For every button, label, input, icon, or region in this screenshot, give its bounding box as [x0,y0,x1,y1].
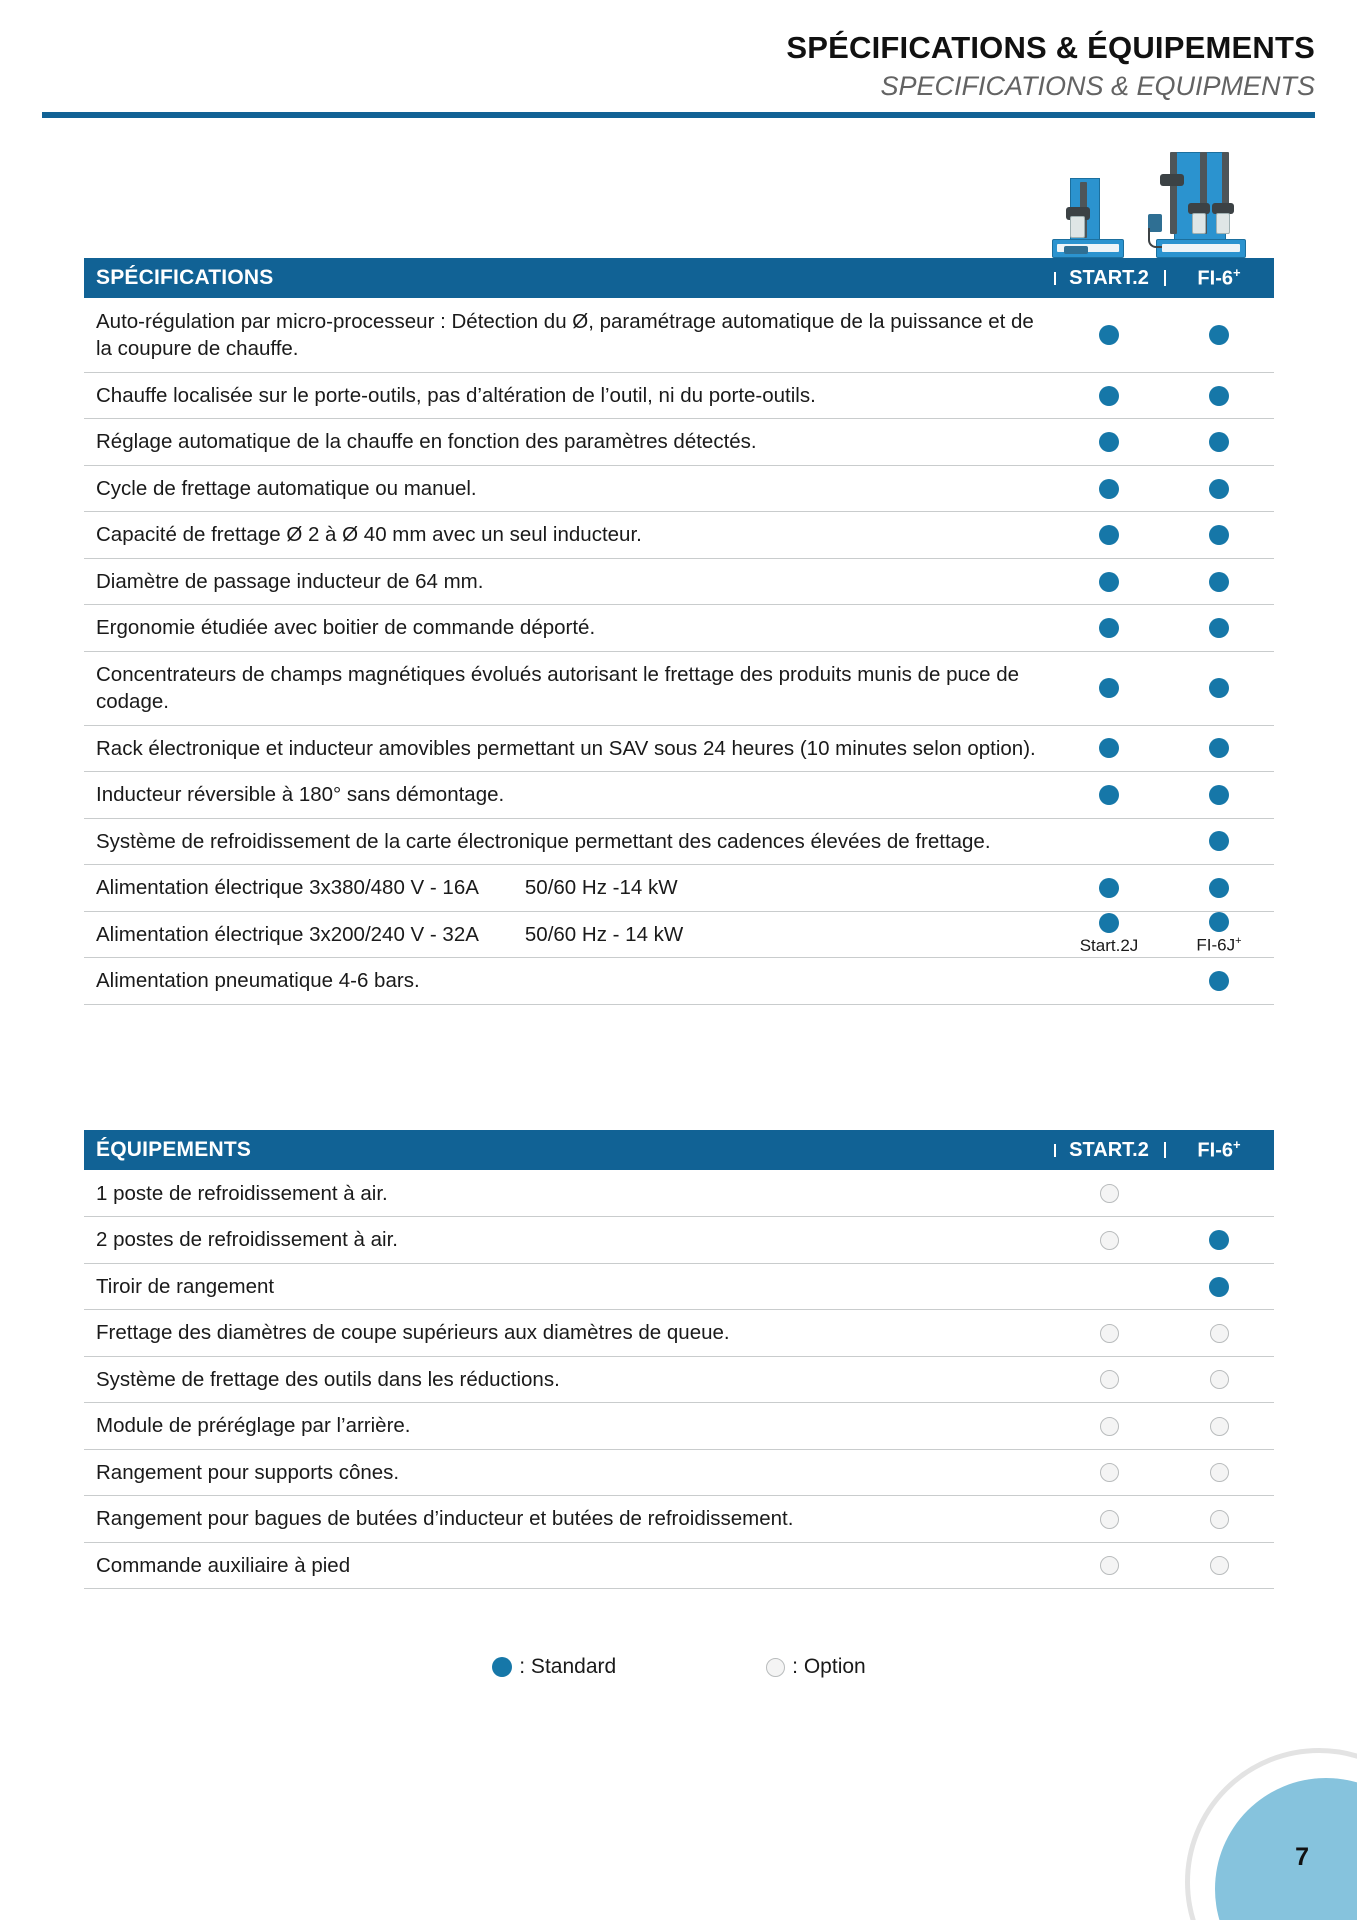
standard-dot-icon [1209,525,1229,545]
row-label [84,1496,1054,1541]
row-label [84,466,1054,511]
availability-cell [1054,1217,1164,1262]
legend [84,1655,1274,1679]
availability-cell [1164,1450,1274,1495]
table-row [84,958,1274,1004]
availability-cell [1164,1403,1274,1448]
row-label [84,1403,1054,1448]
specs-header-col-fi6-text: FI-6 [1197,267,1233,290]
row-label-text: 2 postes de refroidissement à air. [96,1228,398,1252]
table-row [84,419,1274,465]
table-row [84,865,1274,911]
availability-cell [1054,772,1164,817]
availability-cell [1164,1357,1274,1402]
specs-header-col-start2-text: START.2 [1069,266,1149,289]
equipment-header-label: ÉQUIPEMENTS [96,1138,252,1161]
row-label [84,772,1054,817]
availability-cell [1164,1543,1274,1588]
option-dot-icon [1100,1370,1119,1389]
page-number-corner [1177,1740,1357,1920]
row-label [84,1543,1054,1588]
standard-dot-icon [1209,572,1229,592]
row-label-text: Chauffe localisée sur le porte-outils, pas d’altération de l’outil, ni du porte-outils. [96,383,816,407]
availability-cell [1164,865,1274,910]
availability-cell [1164,652,1274,725]
option-dot-icon [1210,1370,1229,1389]
option-dot-icon [1210,1510,1229,1529]
standard-dot-icon [1209,785,1229,805]
availability-cell [1054,958,1164,1003]
row-label-text: Rack électronique et inducteur amovibles permettant un SAV sous 24 heures (10 minutes selon option). [96,736,1036,760]
row-label-text: Diamètre de passage inducteur de 64 mm. [96,569,484,593]
legend-standard [492,1655,616,1679]
availability-cell [1054,1357,1164,1402]
row-label [84,1450,1054,1495]
specs-header-col-fi6 [1164,265,1274,291]
header-divider-rule [42,112,1315,118]
standard-dot-icon [1099,525,1119,545]
option-dot-icon [1100,1184,1119,1203]
page-header [0,0,1357,118]
table-row [84,1264,1274,1310]
row-label [84,605,1054,650]
row-label [84,1217,1054,1262]
row-label-text: Capacité de frettage Ø 2 à Ø 40 mm avec un seul inducteur. [96,523,642,547]
row-label-text: Rangement pour bagues de butées d’inducteur et butées de refroidissement. [96,1507,794,1531]
option-dot-icon [1100,1231,1119,1250]
standard-dot-icon [1209,831,1229,851]
row-label-text: Alimentation pneumatique 4-6 bars. [96,969,420,993]
availability-cell [1164,1264,1274,1309]
page-title-fr: SPÉCIFICATIONS & ÉQUIPEMENTS [786,30,1315,65]
standard-dot-icon [1099,913,1119,933]
availability-cell [1164,512,1274,557]
availability-cell [1054,1450,1164,1495]
row-label-text: Réglage automatique de la chauffe en fonction des paramètres détectés. [96,430,757,454]
availability-cell [1164,772,1274,817]
option-dot-icon [1210,1556,1229,1575]
standard-dot-icon [1209,912,1229,932]
table-row [84,652,1274,726]
availability-variant-note: Start.2J [1079,935,1139,955]
specs-header-label: SPÉCIFICATIONS [96,266,274,289]
fi6-machine-photo [1144,146,1248,258]
page-title-en: SPECIFICATIONS & EQUIPMENTS [880,70,1315,101]
specs-table-header-row [84,258,1274,298]
table-row [84,512,1274,558]
availability-cell [1054,1310,1164,1355]
standard-dot-icon [1099,785,1119,805]
equipment-table-body [84,1170,1274,1589]
equipment-header-col-fi6-sup: + [1232,1137,1241,1153]
table-row [84,1310,1274,1356]
standard-dot-icon [1209,971,1229,991]
availability-cell [1054,605,1164,650]
availability-cell [1054,466,1164,511]
row-label [84,299,1054,372]
availability-cell [1164,912,1274,957]
availability-cell [1164,419,1274,464]
availability-cell [1054,1543,1164,1588]
specs-table-body [84,298,1274,1005]
standard-dot-icon [1099,386,1119,406]
standard-dot-icon [1099,479,1119,499]
table-row [84,605,1274,651]
row-label [84,1171,1054,1216]
table-row [84,1403,1274,1449]
table-row [84,1217,1274,1263]
row-label-text: Rangement pour supports cônes. [96,1460,400,1484]
availability-cell [1054,1403,1164,1448]
availability-cell [1164,958,1274,1003]
standard-dot-icon [1209,325,1229,345]
row-label-extra: 50/60 Hz - 14 kW [524,922,684,946]
filled-circle-icon [492,1657,512,1677]
availability-cell [1164,605,1274,650]
row-label [84,1264,1054,1309]
row-label [84,419,1054,464]
option-dot-icon [1210,1463,1229,1482]
row-label-text: Tiroir de rangement [96,1274,275,1298]
option-dot-icon [1100,1463,1119,1482]
row-label [84,726,1054,771]
table-row [84,1450,1274,1496]
row-label [84,958,1054,1003]
availability-cell [1054,912,1164,957]
availability-cell [1054,652,1164,725]
availability-cell [1054,559,1164,604]
row-label-text: Auto-régulation par micro-processeur : Détection du Ø, paramétrage automatique de la puissance et de la coupure de chauffe. [96,310,1034,361]
row-label-text: Alimentation électrique 3x200/240 V - 32A [96,922,479,946]
hollow-circle-icon [766,1658,785,1677]
availability-cell [1164,466,1274,511]
availability-cell [1164,559,1274,604]
standard-dot-icon [1099,572,1119,592]
option-dot-icon [1100,1417,1119,1436]
availability-cell [1164,1310,1274,1355]
start2-machine-photo [1044,174,1128,258]
equipment-table-header-row [84,1130,1274,1170]
availability-cell [1054,1264,1164,1309]
standard-dot-icon [1099,878,1119,898]
availability-cell [1164,373,1274,418]
row-label [84,1357,1054,1402]
availability-cell [1164,726,1274,771]
specs-header-col-start2 [1054,267,1164,290]
availability-cell [1054,865,1164,910]
standard-dot-icon [1209,878,1229,898]
availability-cell [1054,1496,1164,1541]
availability-variant-note: FI-6J+ [1196,935,1242,956]
option-dot-icon [1100,1510,1119,1529]
standard-dot-icon [1209,618,1229,638]
table-row [84,772,1274,818]
availability-cell [1054,726,1164,771]
option-dot-icon [1210,1417,1229,1436]
row-label-text: Module de préréglage par l’arrière. [96,1414,411,1438]
availability-cell [1054,512,1164,557]
row-label-text: Inducteur réversible à 180° sans démontage. [96,783,505,807]
row-label [84,1310,1054,1355]
table-row [84,559,1274,605]
standard-dot-icon [1209,1230,1229,1250]
availability-cell [1164,819,1274,864]
availability-cell [1164,1217,1274,1262]
table-row [84,298,1274,373]
table-row [84,726,1274,772]
equipment-header-col-fi6 [1164,1137,1274,1163]
legend-option [766,1655,866,1679]
row-label [84,512,1054,557]
row-label-text: Commande auxiliaire à pied [96,1553,351,1577]
row-label [84,912,1054,957]
table-row [84,1543,1274,1589]
standard-dot-icon [1209,678,1229,698]
variant-note-sup: + [1235,935,1242,948]
table-row [84,819,1274,865]
availability-cell [1054,299,1164,372]
option-dot-icon [1100,1324,1119,1343]
availability-cell [1054,1171,1164,1216]
availability-cell [1164,1171,1274,1216]
row-label-text: Système de frettage des outils dans les réductions. [96,1367,560,1391]
row-label-text: Concentrateurs de champs magnétiques évolués autorisant le frettage des produits munis de puce de codage. [96,662,1020,714]
availability-cell [1054,419,1164,464]
row-label-text: Frettage des diamètres de coupe supérieurs aux diamètres de queue. [96,1321,730,1345]
standard-dot-icon [1209,1277,1229,1297]
row-label-text: Système de refroidissement de la carte électronique permettant des cadences élevées de frettage. [96,829,991,853]
equipment-table [84,1130,1274,1589]
availability-cell [1054,819,1164,864]
specs-header-col-fi6-sup: + [1232,265,1241,281]
row-label-text: Alimentation électrique 3x380/480 V - 16A [96,876,479,900]
row-label-text: Cycle de frettage automatique ou manuel. [96,476,477,500]
row-label [84,373,1054,418]
table-row [84,1496,1274,1542]
option-dot-icon [1210,1324,1229,1343]
legend-option-label: : Option [792,1655,866,1678]
equipment-header-col-start2 [1054,1139,1164,1162]
table-row [84,1357,1274,1403]
equipment-header-col-start2-text: START.2 [1069,1138,1149,1161]
standard-dot-icon [1209,386,1229,406]
product-thumbnails [1026,140,1264,258]
standard-dot-icon [1099,678,1119,698]
row-label [84,652,1054,725]
row-label-extra: 50/60 Hz -14 kW [524,876,678,900]
availability-cell [1164,1496,1274,1541]
table-row [84,1170,1274,1217]
standard-dot-icon [1209,479,1229,499]
row-label [84,865,1054,910]
standard-dot-icon [1099,738,1119,758]
standard-dot-icon [1099,432,1119,452]
table-row [84,912,1274,958]
legend-standard-label: : Standard [519,1655,617,1678]
row-label-text: Ergonomie étudiée avec boitier de commande déporté. [96,616,596,640]
page-number: 7 [1295,1843,1309,1871]
availability-cell [1164,299,1274,372]
standard-dot-icon [1209,738,1229,758]
row-label [84,819,1054,864]
standard-dot-icon [1099,618,1119,638]
specifications-table [84,258,1274,1005]
row-label-text: 1 poste de refroidissement à air. [96,1182,388,1205]
row-label [84,559,1054,604]
option-dot-icon [1100,1556,1119,1575]
legend-spacer [616,1655,766,1679]
standard-dot-icon [1099,325,1119,345]
standard-dot-icon [1209,432,1229,452]
equipment-header-col-fi6-text: FI-6 [1197,1139,1233,1162]
table-row [84,373,1274,419]
availability-cell [1054,373,1164,418]
table-row [84,466,1274,512]
